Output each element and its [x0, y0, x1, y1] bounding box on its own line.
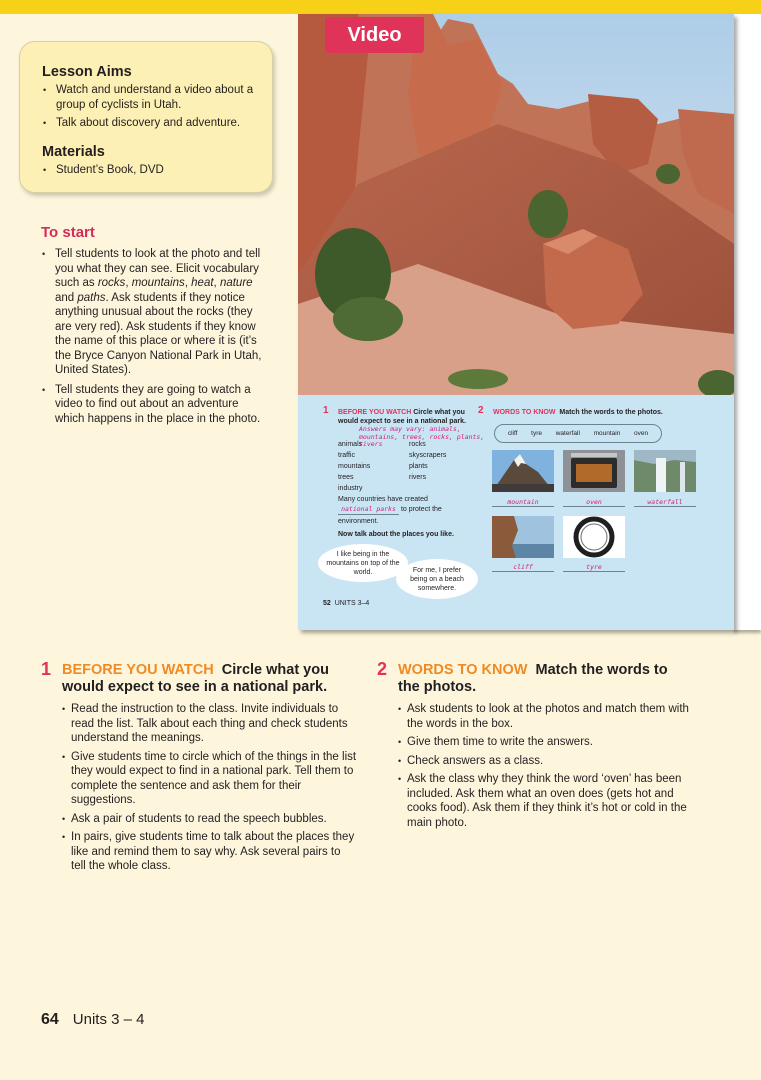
sb-ex1-heading: BEFORE YOU WATCH	[338, 409, 412, 416]
waterfall-thumbnail	[634, 450, 696, 492]
page-number: 64	[41, 1011, 59, 1028]
text: ,	[184, 277, 192, 289]
text: Match the words to the photos.	[559, 409, 663, 416]
lesson-aims-box	[19, 41, 273, 193]
word: skyscrapers	[409, 452, 447, 459]
vocab-word: mountains	[131, 277, 185, 289]
footer-units: Units 3 – 4	[72, 1011, 145, 1028]
list-item: • Read the instruction to the class. Invite individuals to read the list. Talk about each thing and check students understand the meanings.	[62, 702, 357, 746]
sb-footer	[323, 599, 369, 608]
canyon-photo	[298, 14, 734, 395]
sb-ex1-number: 1	[323, 405, 329, 416]
list-item: • Give them time to write the answers.	[398, 735, 689, 750]
word: waterfall	[555, 430, 580, 437]
section-title: Match the words to the photos.	[398, 662, 668, 695]
sentence-line	[338, 505, 483, 515]
to-start-list	[41, 247, 271, 426]
section-list	[41, 702, 357, 874]
vocab-word: nature	[219, 277, 253, 289]
text: ,	[125, 277, 132, 289]
tyre-thumbnail	[563, 516, 625, 558]
list-item: • Tell students they are going to watch a video to find out about an adventure which happens in the place in the photo.	[41, 383, 271, 427]
section-words-to-know	[377, 659, 689, 834]
section-heading	[41, 659, 357, 696]
section-list	[377, 702, 689, 830]
sb-answer: waterfall	[634, 498, 696, 507]
lesson-aims-list	[42, 83, 258, 131]
text: environment.	[338, 518, 379, 525]
list-item: • Ask students to look at the photos and match them with the words in the box.	[398, 702, 689, 731]
section-heading	[377, 659, 689, 696]
section-title: Circle what you would expect to see in a national park.	[62, 662, 329, 695]
list-item	[41, 247, 271, 378]
sb-units: UNITS 3–4	[334, 600, 370, 607]
word: traffic	[338, 452, 355, 459]
materials-list	[42, 163, 258, 178]
lesson-aims-title: Lesson Aims	[42, 64, 132, 80]
list-item: • Ask the class why they think the word ‘oven’ has been included. Ask them what an oven does (gets hot and cooks food). Ask them if they think it’s hot or cold in the main photo.	[398, 772, 689, 830]
word: oven	[634, 430, 649, 437]
vocab-word: heat	[191, 277, 214, 289]
list-item: • In pairs, give students time to talk about the places they like and remind them to say why. Ask several pairs to tell the whole class.	[62, 830, 357, 874]
cliff-thumbnail	[492, 516, 554, 558]
sb-ex2-instruction	[493, 408, 723, 417]
speech-bubble: I like being in the mountains on top of the world.	[318, 544, 408, 582]
word: cliff	[507, 430, 518, 437]
list-item: • Check answers as a class.	[398, 754, 689, 769]
sb-handwritten-answer: Answers may vary: animals, mountains, trees, rocks, plants, rivers	[359, 425, 485, 448]
vocab-word: rocks	[97, 277, 126, 289]
page-footer	[41, 1011, 145, 1029]
sb-ex1-sentence	[338, 495, 483, 526]
word: plants	[409, 463, 428, 470]
section-before-you-watch	[41, 659, 357, 878]
list-item: • Ask a pair of students to read the speech bubbles.	[62, 812, 357, 827]
text: and	[55, 291, 78, 304]
word: trees	[338, 474, 354, 481]
vocab-word: paths	[77, 291, 106, 304]
to-start-section	[41, 224, 271, 431]
book-page-edge	[734, 14, 761, 630]
word: tyre	[531, 430, 543, 437]
list-item: • Talk about discovery and adventure.	[42, 116, 258, 131]
to-start-title: To start	[41, 224, 95, 241]
section-number: 2	[377, 659, 388, 679]
sb-answer: cliff	[492, 563, 554, 572]
materials-title: Materials	[42, 143, 105, 160]
text: to protect the	[400, 506, 442, 513]
sb-answer: mountain	[492, 498, 554, 507]
sb-blank-answer: national parks	[338, 505, 399, 515]
section-number: 1	[41, 659, 52, 679]
sb-ex1-col2	[409, 439, 469, 483]
speech-bubble: For me, I prefer being on a beach somewhere.	[396, 559, 478, 599]
text: Tell students to look at the photo and tell you what they can see. Elicit vocabulary such as	[55, 248, 261, 289]
mountain-thumbnail	[492, 450, 554, 492]
word: mountains	[338, 463, 371, 470]
section-label: BEFORE YOU WATCH	[62, 662, 214, 678]
sb-answer: tyre	[563, 563, 625, 572]
sb-answer: oven	[563, 498, 625, 507]
oven-thumbnail	[563, 450, 625, 492]
sb-page-number: 52	[323, 600, 331, 607]
text: . Ask students if they notice anything unusual about the rocks (they are very red). Ask students if they know the name of this place or where it is (it’s the Bryce Canyon National Park in Utah, United States).	[55, 291, 262, 376]
word: industry	[338, 485, 363, 492]
list-item: • Student’s Book, DVD	[42, 163, 258, 178]
word: mountain	[593, 430, 621, 437]
section-label: WORDS TO KNOW	[398, 662, 528, 678]
word: rocks	[409, 441, 426, 448]
text: park.	[449, 418, 466, 425]
top-color-bar	[0, 0, 761, 14]
sb-ex1-instruction	[338, 408, 483, 426]
word: rivers	[409, 474, 427, 481]
sb-word-box	[494, 424, 662, 443]
video-tab: Video	[325, 17, 424, 53]
text: Many countries have created	[338, 496, 428, 503]
text: Circle what you would expect to see in a national	[338, 409, 465, 425]
sb-ex2-heading: WORDS TO KNOW	[493, 409, 556, 416]
list-item: • Give students time to circle which of the things in the list they would expect to find in a national park. Tell them to complete the sentence and ask them for their suggestions.	[62, 750, 357, 808]
word: animals	[338, 441, 363, 448]
students-book-page	[298, 14, 734, 630]
sb-ex2-number: 2	[478, 405, 484, 416]
list-item: • Watch and understand a video about a group of cyclists in Utah.	[42, 83, 258, 112]
sb-ex1-col1	[338, 439, 398, 494]
sb-talk-prompt: Now talk about the places you like.	[338, 531, 454, 538]
text: ,	[213, 277, 220, 289]
